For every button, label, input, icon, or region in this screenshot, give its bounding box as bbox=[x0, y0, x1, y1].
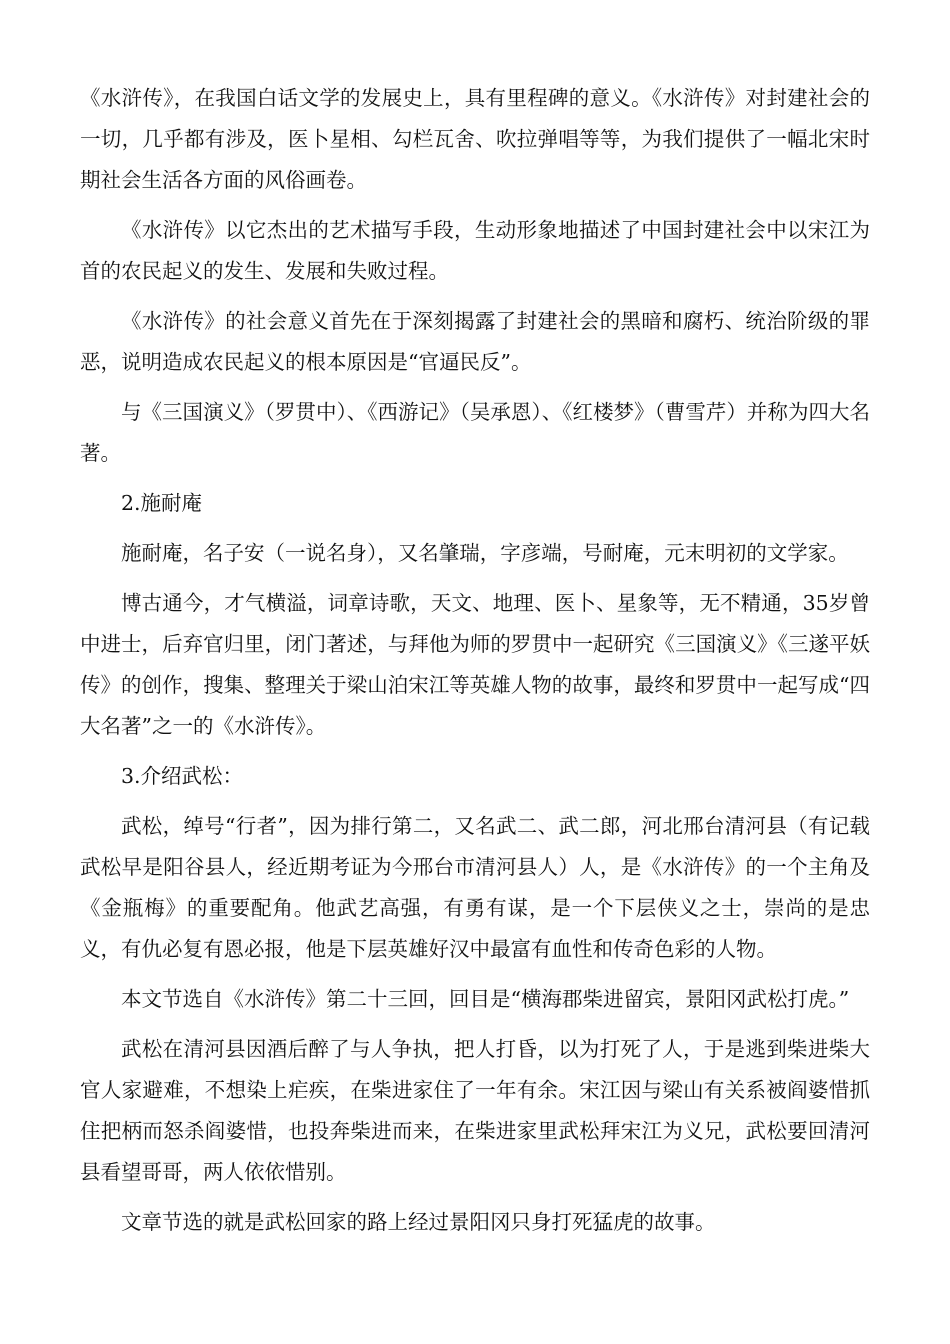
paragraph-wu-song-intro: 武松，绰号“行者”，因为排行第二，又名武二、武二郎，河北邢台清河县（有记载武松早是阳谷县人，经近期考证为今邢台市清河县人）人，是《水浒传》的一个主角及《金瓶梅》的重要配角。他武艺高强，有勇有谋，是一个下层侠义之士，崇尚的是忠义，有仇必复有恩必报，他是下层英雄好汉中最富有血性和传奇色彩的人物。 bbox=[80, 814, 870, 961]
paragraph-art: 《水浒传》以它杰出的艺术描写手段，生动形象地描述了中国封建社会中以宋江为首的农民起义的发生、发展和失败过程。 bbox=[80, 218, 870, 283]
paragraph-social-meaning: 《水浒传》的社会意义首先在于深刻揭露了封建社会的黑暗和腐朽、统治阶级的罪恶，说明造成农民起义的根本原因是“官逼民反”。 bbox=[80, 309, 870, 374]
paragraph-author-bio: 博古通今，才气横溢，词章诗歌，天文、地理、医卜、星象等，无不精通，35岁曾中进士，后弃官归里，闭门著述，与拜他为师的罗贯中一起研究《三国演义》《三遂平妖传》的创作，搜集、整理关于梁山泊宋江等英雄人物的故事，最终和罗贯中一起写成“四大名著”之一的《水浒传》。 bbox=[80, 591, 870, 738]
paragraph-chapter-source: 本文节选自《水浒传》第二十三回，回目是“横海郡柴进留宾，景阳冈武松打虎。” bbox=[121, 987, 850, 1011]
paragraph-four-classics: 与《三国演义》（罗贯中）、《西游记》（吴承恩）、《红楼梦》（曹雪芹）并称为四大名著。 bbox=[80, 400, 870, 465]
section-heading-shi-naian: 2.施耐庵 bbox=[121, 491, 203, 515]
paragraph-excerpt-summary: 文章节选的就是武松回家的路上经过景阳冈只身打死猛虎的故事。 bbox=[121, 1210, 716, 1234]
paragraph-author-name: 施耐庵，名子安（一说名身），又名肇瑞，字彦端，号耐庵，元末明初的文学家。 bbox=[121, 541, 849, 565]
document-body bbox=[80, 78, 870, 1252]
section-heading-wu-song: 3.介绍武松： bbox=[121, 764, 244, 788]
paragraph-significance: 《水浒传》，在我国白话文学的发展史上，具有里程碑的意义。《水浒传》对封建社会的一切，几乎都有涉及，医卜星相、勾栏瓦舍、吹拉弹唱等等，为我们提供了一幅北宋时期社会生活各方面的风俗画卷。 bbox=[80, 86, 870, 192]
paragraph-background: 武松在清河县因酒后醉了与人争执，把人打昏，以为打死了人，于是逃到柴进柴大官人家避难，不想染上疟疾，在柴进家住了一年有余。宋江因与梁山有关系被阎婆惜抓住把柄而怒杀阎婆惜，也投奔柴进而来，在柴进家里武松拜宋江为义兄，武松要回清河县看望哥哥，两人依依惜别。 bbox=[80, 1037, 870, 1184]
